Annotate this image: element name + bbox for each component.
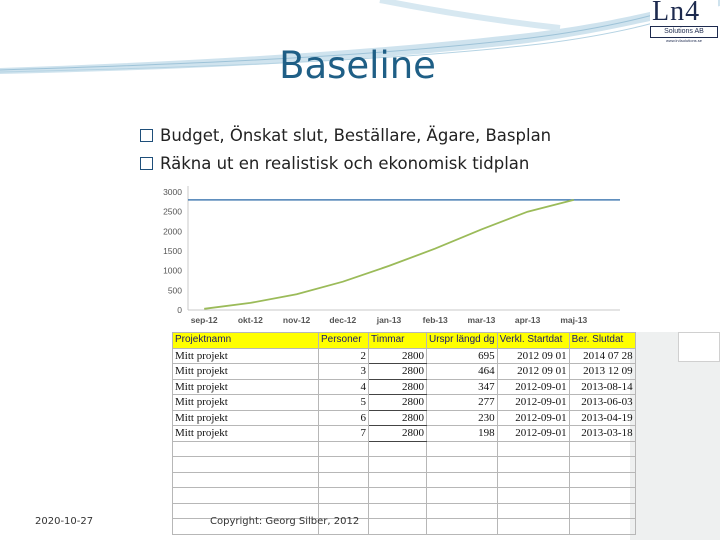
table-row-empty [173, 441, 636, 457]
table-cell-empty[interactable] [427, 503, 498, 519]
table-cell[interactable]: 2012-09-01 [497, 395, 569, 411]
table-cell-empty[interactable] [497, 472, 569, 488]
table-cell[interactable]: 2800 [369, 410, 427, 426]
header-cell[interactable]: Personer [319, 333, 369, 349]
table-cell-empty[interactable] [569, 472, 635, 488]
sheet-strip [678, 332, 720, 362]
table-cell[interactable]: Mitt projekt [173, 395, 319, 411]
table-cell[interactable]: 2800 [369, 379, 427, 395]
table-cell-empty[interactable] [173, 472, 319, 488]
table-cell-empty[interactable] [173, 488, 319, 504]
bullet-text: Budget, Önskat slut, Beställare, Ägare, Basplan [160, 125, 552, 145]
table-cell[interactable]: Mitt projekt [173, 348, 319, 364]
slide-title: Baseline [279, 44, 436, 87]
table-cell-empty[interactable] [497, 519, 569, 535]
x-tick-label: sep-12 [190, 315, 218, 325]
table-cell[interactable]: 5 [319, 395, 369, 411]
y-tick-label: 0 [177, 305, 182, 315]
table-cell-empty[interactable] [569, 519, 635, 535]
bullet-text: Räkna ut en realistisk och ekonomisk tidplan [160, 153, 530, 173]
table-cell[interactable]: 2012 09 01 [497, 364, 569, 380]
table-cell-empty[interactable] [319, 441, 369, 457]
header-cell[interactable]: Timmar [369, 333, 427, 349]
table-cell[interactable]: 2012 09 01 [497, 348, 569, 364]
x-tick-label: mar-13 [467, 315, 496, 325]
table-row [173, 426, 636, 442]
table-cell-empty[interactable] [497, 441, 569, 457]
table-cell-empty[interactable] [369, 472, 427, 488]
y-tick-label: 2500 [163, 206, 182, 217]
logo-url: www.ln4solutions.se [665, 38, 703, 43]
table-cell[interactable]: 2800 [369, 395, 427, 411]
table-cell[interactable]: 2013 12 09 [569, 364, 635, 380]
table-cell[interactable]: 2 [319, 348, 369, 364]
logo-mark: Ln4 [652, 0, 701, 27]
y-tick-label: 500 [167, 285, 182, 296]
table-cell[interactable]: 4 [319, 379, 369, 395]
table-cell[interactable]: 2800 [369, 348, 427, 364]
header-cell[interactable]: Projektnamn [173, 333, 319, 349]
table-cell[interactable]: 7 [319, 426, 369, 442]
x-tick-label: dec-12 [329, 315, 357, 325]
table-row [173, 379, 636, 395]
table-cell[interactable]: 230 [427, 410, 498, 426]
table-cell-empty[interactable] [497, 457, 569, 473]
sheet-background-right [630, 332, 720, 540]
table-cell[interactable]: Mitt projekt [173, 379, 319, 395]
table-cell-empty[interactable] [369, 488, 427, 504]
table-cell[interactable]: 695 [427, 348, 498, 364]
header-cell[interactable]: Ber. Slutdat [569, 333, 635, 349]
table-row [173, 364, 636, 380]
table-cell[interactable]: 2012-09-01 [497, 410, 569, 426]
table-cell-empty[interactable] [427, 441, 498, 457]
table-cell-empty[interactable] [427, 457, 498, 473]
table-cell-empty[interactable] [369, 441, 427, 457]
table-cell[interactable]: 2800 [369, 364, 427, 380]
table-header-row [173, 333, 636, 349]
table-cell[interactable]: 2013-03-18 [569, 426, 635, 442]
table-cell[interactable]: 347 [427, 379, 498, 395]
table-cell-empty[interactable] [497, 488, 569, 504]
table-cell-empty[interactable] [427, 488, 498, 504]
table-cell[interactable]: 2013-04-19 [569, 410, 635, 426]
y-tick-label: 3000 [163, 187, 182, 197]
y-tick-label: 1500 [163, 246, 182, 256]
table-cell[interactable]: 3 [319, 364, 369, 380]
table-cell-empty[interactable] [173, 441, 319, 457]
table-cell[interactable]: 2012-09-01 [497, 379, 569, 395]
table-cell-empty[interactable] [319, 488, 369, 504]
company-logo [650, 0, 718, 44]
header-cell[interactable]: Verkl. Startdat [497, 333, 569, 349]
table-cell-empty[interactable] [427, 519, 498, 535]
chart-svg [150, 180, 620, 330]
table-cell[interactable]: 464 [427, 364, 498, 380]
table-cell-empty[interactable] [173, 457, 319, 473]
x-tick-label: jan-13 [376, 315, 402, 325]
table-row [173, 395, 636, 411]
table-cell-empty[interactable] [319, 472, 369, 488]
table-cell-empty[interactable] [319, 457, 369, 473]
table-cell[interactable]: 2012-09-01 [497, 426, 569, 442]
project-table [172, 332, 636, 535]
x-tick-label: nov-12 [282, 315, 311, 325]
x-tick-label: maj-13 [560, 315, 588, 325]
table-row-empty [173, 457, 636, 473]
table-cell[interactable]: 2800 [369, 426, 427, 442]
bullet-item [140, 121, 660, 149]
table-cell-empty[interactable] [569, 503, 635, 519]
table-cell[interactable]: 2013-08-14 [569, 379, 635, 395]
footer-date: 2020-10-27 [35, 516, 94, 527]
table-cell-empty[interactable] [427, 472, 498, 488]
x-tick-label: feb-13 [422, 315, 448, 325]
header-cell[interactable]: Urspr längd dg [427, 333, 498, 349]
table-cell-empty[interactable] [569, 488, 635, 504]
table-cell[interactable]: 2013-06-03 [569, 395, 635, 411]
table-cell[interactable]: 277 [427, 395, 498, 411]
table-cell-empty[interactable] [369, 519, 427, 535]
footer-copyright: Copyright: Georg Silber, 2012 [210, 516, 360, 527]
y-tick-label: 1000 [163, 265, 182, 276]
progress-chart [150, 180, 620, 330]
square-bullet-icon [140, 129, 153, 142]
table-cell[interactable]: Mitt projekt [173, 364, 319, 380]
table-cell-empty[interactable] [369, 457, 427, 473]
table-row [173, 410, 636, 426]
table-cell-empty[interactable] [569, 441, 635, 457]
logo-tagline: Solutions AB [650, 26, 718, 38]
table-cell[interactable]: 6 [319, 410, 369, 426]
x-tick-label: okt-12 [237, 315, 263, 325]
bullet-item [140, 149, 660, 177]
table-cell[interactable]: Mitt projekt [173, 410, 319, 426]
table-row [173, 348, 636, 364]
table-row-empty [173, 488, 636, 504]
table-cell[interactable]: 198 [427, 426, 498, 442]
table-cell[interactable]: Mitt projekt [173, 426, 319, 442]
table-cell[interactable]: 2014 07 28 [569, 348, 635, 364]
table-cell-empty[interactable] [497, 503, 569, 519]
table-cell-empty[interactable] [369, 503, 427, 519]
bullet-list [140, 121, 660, 177]
y-tick-label: 2000 [163, 226, 182, 237]
x-tick-label: apr-13 [514, 315, 541, 325]
table-cell-empty[interactable] [569, 457, 635, 473]
table-row-empty [173, 472, 636, 488]
square-bullet-icon [140, 157, 153, 170]
